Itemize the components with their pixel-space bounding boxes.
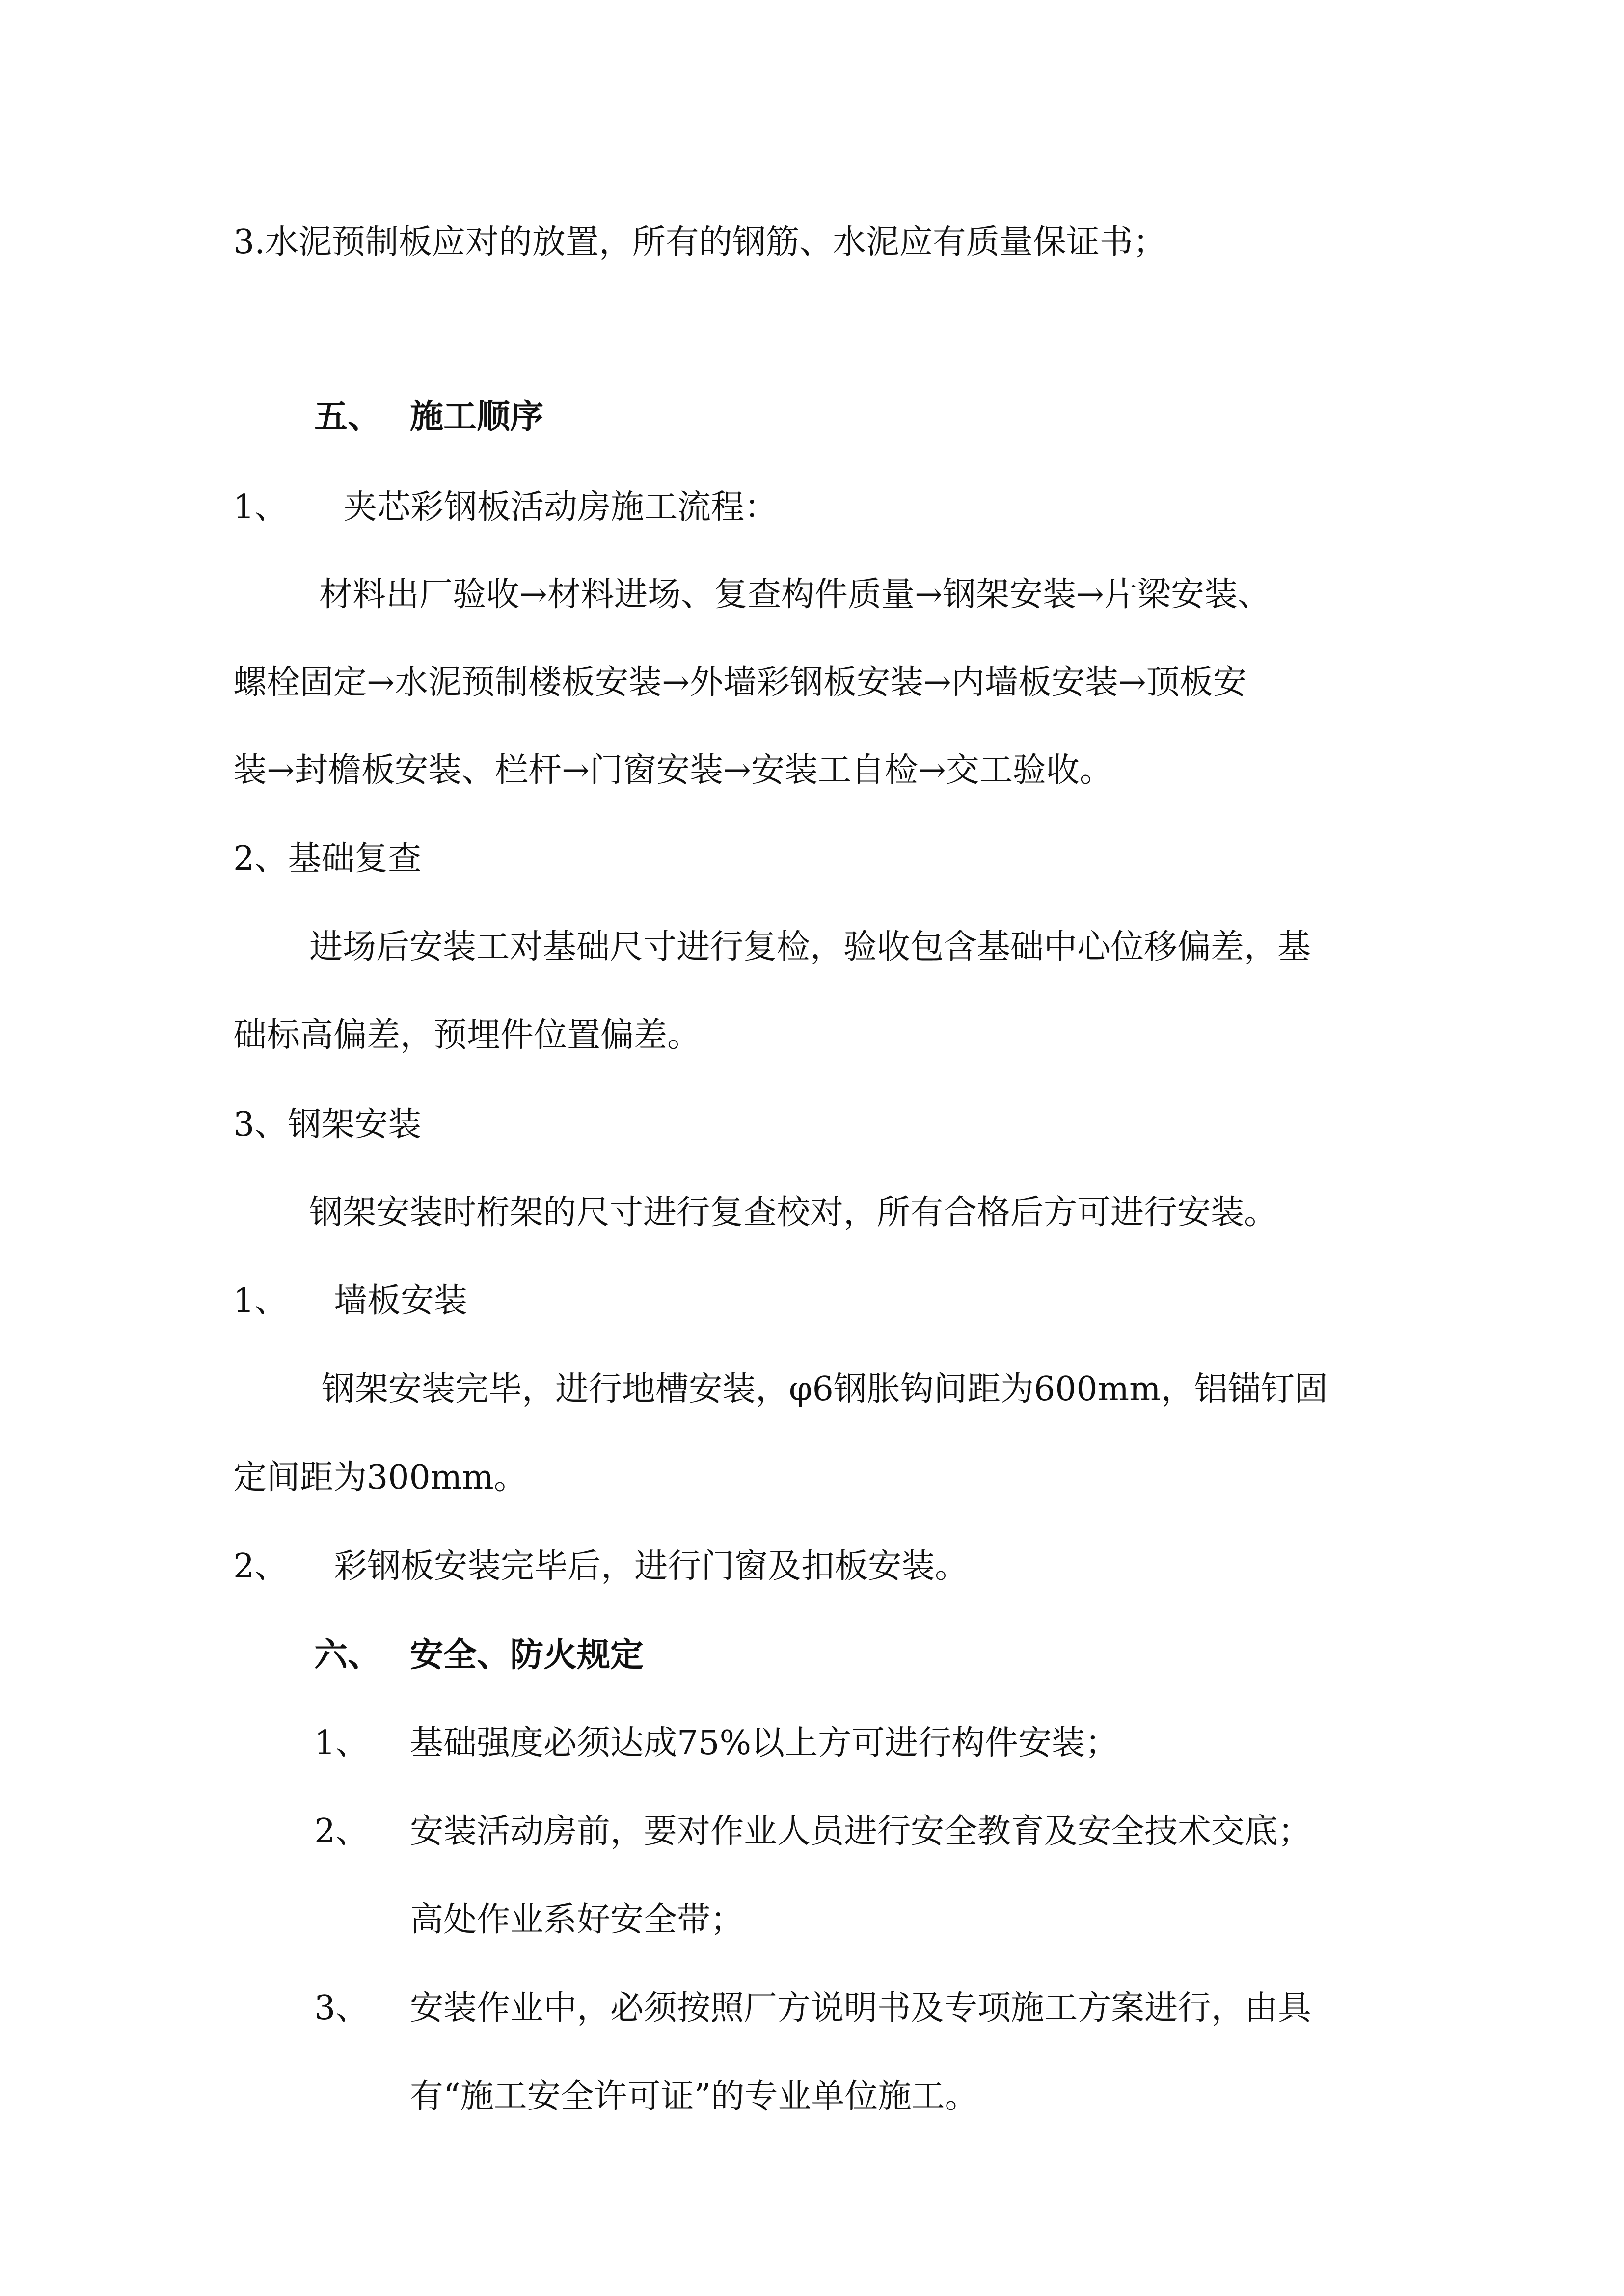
list-number: 2、 xyxy=(314,1812,369,1851)
paragraph-line: 础标高偏差，预埋件位置偏差。 xyxy=(233,1016,701,1055)
paragraph-line: 钢架安装时桁架的尺寸进行复查校对，所有合格后方可进行安装。 xyxy=(309,1193,1278,1232)
list-text: 安装活动房前，要对作业人员进行安全教育及安全技术交底； xyxy=(410,1812,1312,1851)
section-number: 五、 xyxy=(314,397,381,436)
item-text: 彩钢板安装完毕后，进行门窗及扣板安装。 xyxy=(334,1547,969,1586)
list-text-continued: 有“施工安全许可证”的专业单位施工。 xyxy=(410,2077,978,2116)
list-text: 基础强度必须达成75%以上方可进行构件安装； xyxy=(410,1724,1119,1762)
paragraph-line: 定间距为300mm。 xyxy=(233,1458,527,1497)
subheading: 2、基础复查 xyxy=(233,839,422,878)
paragraph-line: 进场后安装工对基础尺寸进行复检，验收包含基础中心位移偏差，基 xyxy=(309,928,1311,966)
paragraph-line: 材料出厂验收→材料进场、复查构件质量→钢架安装→片梁安装、 xyxy=(319,575,1271,614)
list-text: 安装作业中，必须按照厂方说明书及专项施工方案进行，由具 xyxy=(410,1989,1312,2028)
item-number: 2、 xyxy=(233,1547,288,1586)
subheading: 3、钢架安装 xyxy=(233,1105,422,1144)
paragraph-line: 3.水泥预制板应对的放置，所有的钢筋、水泥应有质量保证书； xyxy=(233,223,1166,262)
list-number: 3、 xyxy=(314,1989,369,2028)
section-title: 施工顺序 xyxy=(410,397,544,436)
item-number: 1、 xyxy=(233,488,288,527)
list-number: 1、 xyxy=(314,1724,369,1762)
item-title: 夹芯彩钢板活动房施工流程： xyxy=(344,488,778,527)
item-number: 1、 xyxy=(233,1281,288,1320)
list-text-continued: 高处作业系好安全带； xyxy=(410,1900,744,1939)
section-number: 六、 xyxy=(314,1635,381,1675)
paragraph-line: 钢架安装完毕，进行地槽安装，φ6钢胀钩间距为600mm，铝锚钉固 xyxy=(322,1370,1328,1409)
section-title: 安全、防火规定 xyxy=(410,1635,644,1675)
paragraph-line: 螺栓固定→水泥预制楼板安装→外墙彩钢板安装→内墙板安装→顶板安 xyxy=(233,663,1246,702)
item-title: 墙板安装 xyxy=(334,1281,468,1320)
paragraph-line: 装→封檐板安装、栏杆→门窗安装→安装工自检→交工验收。 xyxy=(233,751,1113,790)
